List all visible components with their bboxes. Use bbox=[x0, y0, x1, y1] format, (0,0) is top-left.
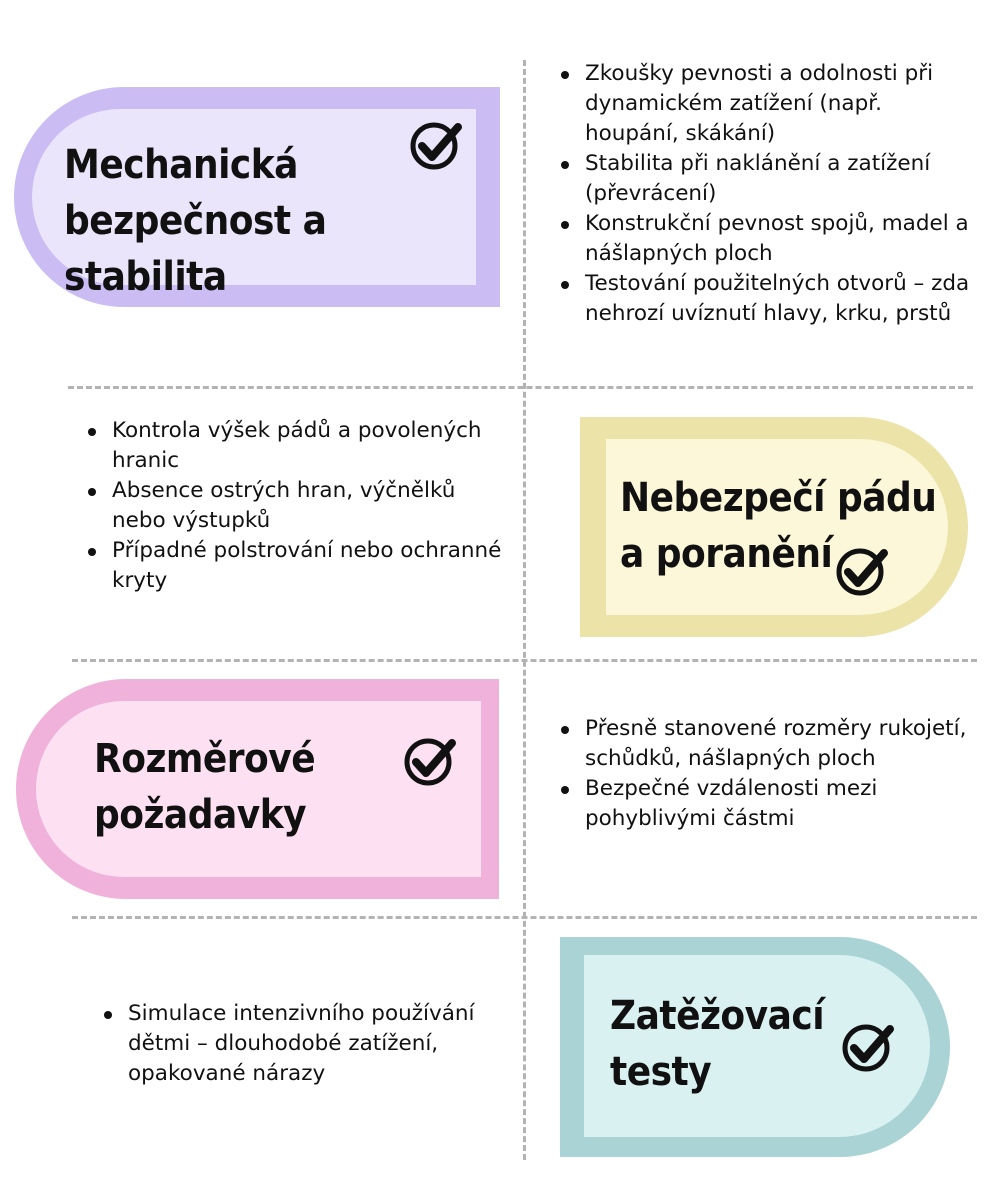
load-tests-card bbox=[560, 937, 950, 1157]
list-item: Absence ostrých hran, výčnělků nebo výstupků bbox=[84, 476, 504, 536]
dimension-requirements-card bbox=[16, 679, 499, 899]
list-item: Bezpečné vzdálenosti mezi pohyblivými částmi bbox=[557, 774, 977, 834]
card-title bbox=[94, 731, 315, 843]
title-line: Rozměrové bbox=[94, 736, 316, 782]
list-item: Testování použitelných otvorů – zda nehrozí uvíznutí hlavy, krku, prstů bbox=[557, 269, 977, 329]
horizontal-divider-3 bbox=[72, 916, 977, 919]
vertical-divider bbox=[523, 60, 526, 1160]
check-circle-icon bbox=[834, 545, 890, 597]
mechanical-safety-list bbox=[557, 59, 977, 329]
list-item: Simulace intenzivního používání dětmi – dlouhodobé zatížení, opakované nárazy bbox=[100, 999, 495, 1089]
horizontal-divider-2 bbox=[72, 659, 977, 662]
title-line: Mechanická bbox=[64, 142, 298, 188]
check-circle-icon bbox=[408, 119, 464, 171]
horizontal-divider-1 bbox=[68, 386, 973, 389]
list-item: Konstrukční pevnost spojů, madel a nášlapných ploch bbox=[557, 209, 977, 269]
title-line: bezpečnost a stabilita bbox=[64, 198, 327, 300]
title-line: a poranění bbox=[620, 531, 833, 577]
list-item: Případné polstrování nebo ochranné kryty bbox=[84, 536, 504, 596]
list-item: Kontrola výšek pádů a povolených hranic bbox=[84, 416, 504, 476]
list-item: Zkoušky pevnosti a odolnosti při dynamickém zatížení (např. houpání, skákání) bbox=[557, 59, 977, 149]
check-circle-icon bbox=[402, 735, 458, 787]
title-line: požadavky bbox=[94, 792, 307, 838]
fall-hazard-list bbox=[84, 416, 504, 596]
load-tests-list bbox=[100, 999, 495, 1089]
card-title bbox=[610, 988, 824, 1100]
title-line: Nebezpečí pádu bbox=[620, 475, 937, 521]
mechanical-safety-card bbox=[14, 87, 500, 307]
list-item: Přesně stanovené rozměry rukojetí, schůdků, nášlapných ploch bbox=[557, 714, 977, 774]
title-line: Zatěžovací bbox=[610, 993, 825, 1039]
list-item: Stabilita při naklánění a zatížení (převrácení) bbox=[557, 149, 977, 209]
title-line: testy bbox=[610, 1049, 712, 1095]
check-circle-icon bbox=[840, 1021, 896, 1073]
dimension-requirements-list bbox=[557, 714, 977, 834]
fall-hazard-card bbox=[580, 417, 968, 637]
